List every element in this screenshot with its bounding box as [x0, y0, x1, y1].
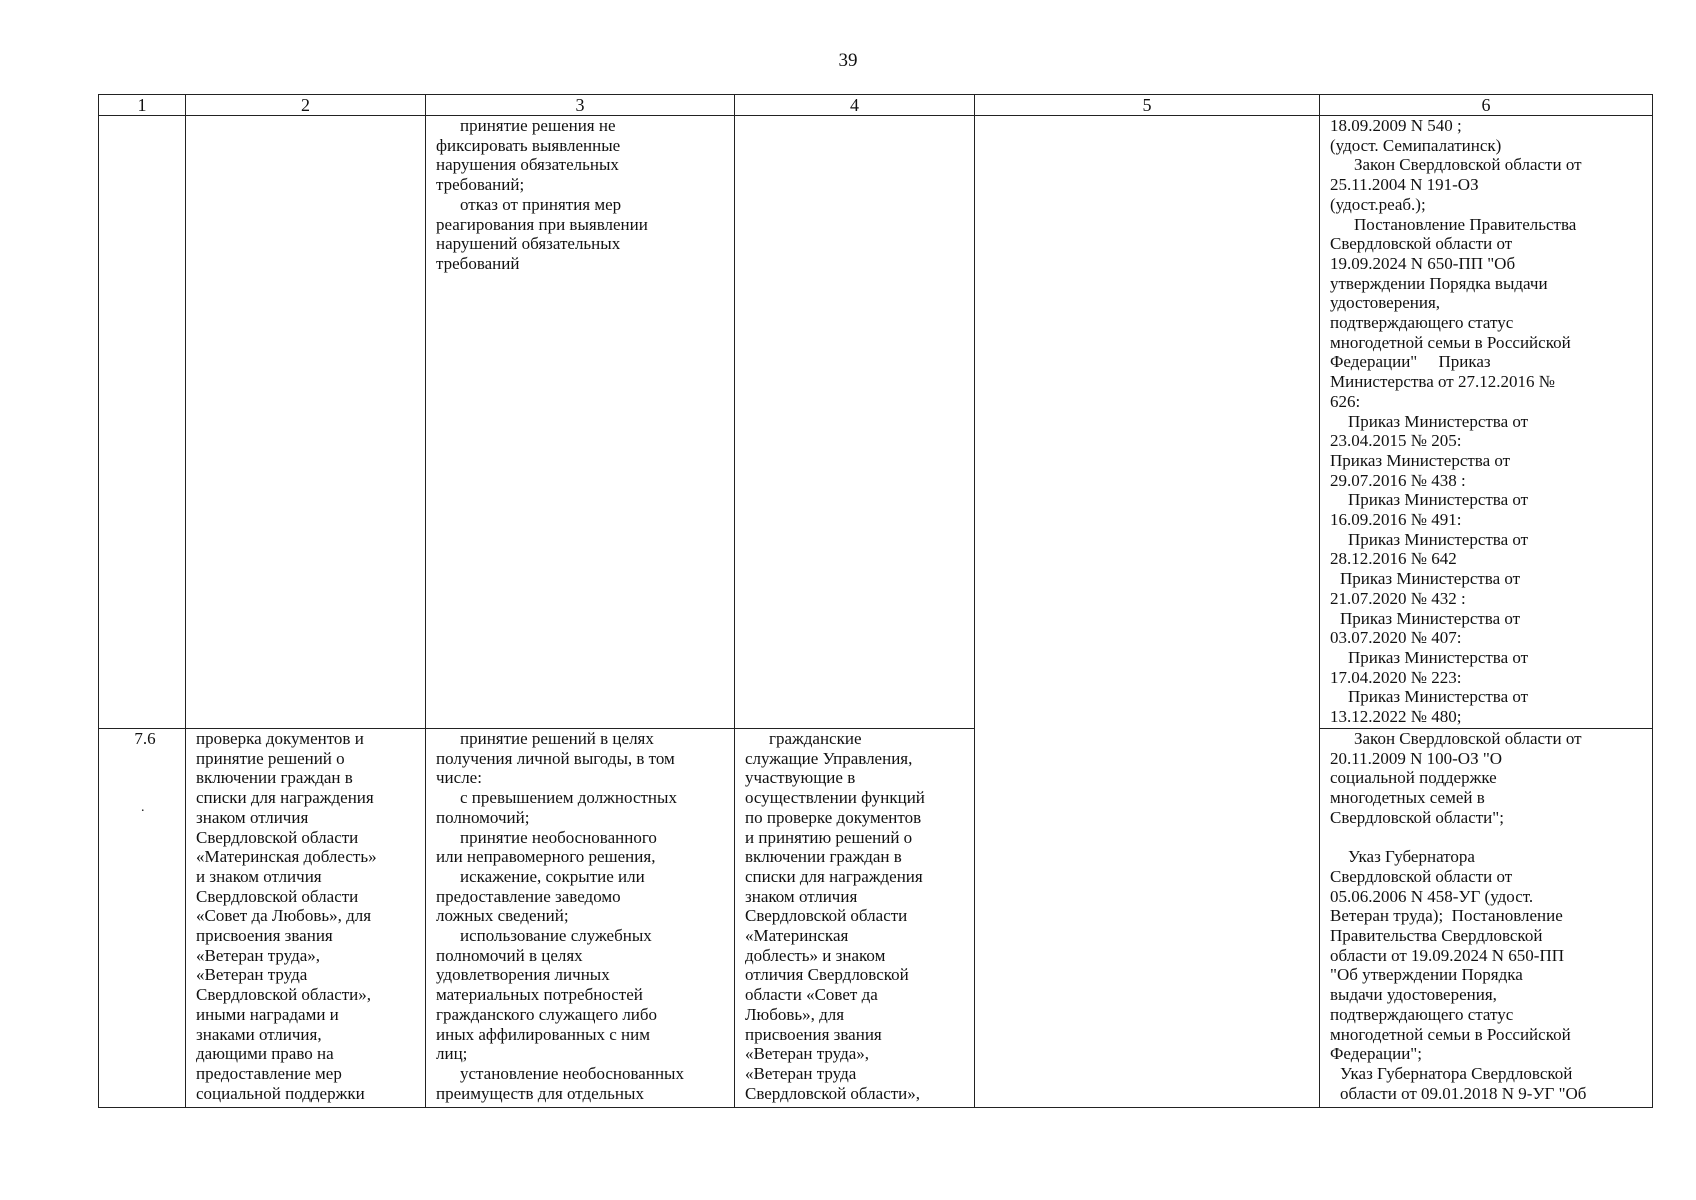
text-line: участвующие в: [745, 768, 856, 788]
text-line: «Материнская: [745, 926, 849, 946]
text-line: фиксировать выявленные: [436, 135, 621, 155]
row1-col5-cell: [975, 116, 1320, 1108]
text-line: использование служебных: [460, 926, 652, 946]
row1-col6-cell: [1320, 116, 1653, 729]
text-line: 19.09.2024 N 650-ПП "Об: [1330, 253, 1516, 273]
text-line: «Ветеран труда: [196, 965, 308, 985]
text-line: «Материнская доблесть»: [196, 847, 377, 867]
text-line: Приказ Министерства от: [1330, 450, 1511, 470]
text-line: 16.09.2016 № 491:: [1330, 510, 1462, 530]
margin-mark: .: [141, 800, 145, 815]
text-line: социальной поддержки: [196, 1083, 365, 1103]
text-line: 03.07.2020 № 407:: [1330, 628, 1462, 648]
text-line: Федерации";: [1330, 1044, 1422, 1064]
text-line: многодетных семей в: [1330, 788, 1485, 808]
text-line: подтверждающего статус: [1330, 313, 1514, 333]
text-line: гражданского служащего либо: [436, 1004, 658, 1024]
column-header-2: 2: [186, 95, 426, 116]
text-line: предоставление заведомо: [436, 886, 621, 906]
text-line: 17.04.2020 № 223:: [1330, 667, 1462, 687]
text-line: Приказ Министерства от: [1340, 608, 1521, 628]
text-line: отличия Свердловской: [745, 965, 909, 985]
text-line: 626:: [1330, 391, 1361, 411]
row2-col3-cell: [426, 729, 735, 1108]
text-line: проверка документов и: [196, 729, 364, 748]
blank-line: [1330, 828, 1648, 848]
text-line: Приказ Министерства от: [1348, 411, 1529, 431]
text-line: лиц;: [436, 1044, 468, 1064]
text-line: Указ Губернатора Свердловской: [1340, 1063, 1573, 1083]
text-line: Приказ Министерства от: [1340, 569, 1521, 589]
text-line: (удост. Семипалатинск): [1330, 135, 1502, 155]
text-line: Указ Губернатора: [1348, 847, 1475, 867]
row2-col2-cell: [186, 729, 426, 1108]
text-line: получения личной выгоды, в том: [436, 748, 675, 768]
text-line: Свердловской области: [745, 906, 908, 926]
text-line: преимуществ для отдельных: [436, 1083, 644, 1103]
text-line: удостоверения,: [1330, 293, 1441, 313]
text-line: требований;: [436, 175, 525, 195]
text-line: Свердловской области»,: [196, 985, 372, 1005]
text-line: Свердловской области от: [1330, 866, 1513, 886]
text-line: подтверждающего статус: [1330, 1004, 1514, 1024]
text-line: ложных сведений;: [436, 906, 569, 926]
text-line: списки для награждения: [745, 866, 923, 886]
text-line: нарушений обязательных: [436, 234, 621, 254]
text-line: «Ветеран труда: [745, 1063, 857, 1083]
text-line: области от 19.09.2024 N 650-ПП: [1330, 945, 1565, 965]
text-line: иных аффилированных с ним: [436, 1024, 650, 1044]
text-line: по проверке документов: [745, 807, 922, 827]
table-header-row: [99, 95, 1653, 116]
text-line: Приказ Министерства от: [1348, 647, 1529, 667]
column-header-3: 3: [426, 95, 735, 116]
column-header-1: 1: [99, 95, 186, 116]
page-number: 39: [838, 50, 858, 71]
column-header-4: 4: [735, 95, 975, 116]
text-line: доблесть» и знаком: [745, 945, 886, 965]
text-line: принятие решения не: [460, 116, 616, 135]
text-line: 29.07.2016 № 438 :: [1330, 470, 1466, 490]
text-line: 18.09.2009 N 540 ;: [1330, 116, 1462, 135]
text-line: и знаком отличия: [196, 866, 322, 886]
text-line: (удост.реаб.);: [1330, 194, 1426, 214]
text-line: выдачи удостоверения,: [1330, 985, 1497, 1005]
text-line: служащие Управления,: [745, 748, 913, 768]
row1-col4-cell: [735, 116, 975, 729]
text-line: Министерства от 27.12.2016 №: [1330, 372, 1555, 392]
text-line: принятие необоснованного: [460, 827, 657, 847]
text-line: области от 09.01.2018 N 9-УГ "Об: [1340, 1083, 1587, 1103]
text-line: 13.12.2022 № 480;: [1330, 707, 1462, 727]
text-line: знаками отличия,: [196, 1024, 322, 1044]
text-line: Приказ Министерства от: [1348, 529, 1529, 549]
text-line: утверждении Порядка выдачи: [1330, 273, 1548, 293]
text-line: «Ветеран труда»,: [745, 1044, 870, 1064]
text-line: присвоения звания: [196, 926, 333, 946]
text-line: принятие решений о: [196, 748, 345, 768]
text-line: полномочий;: [436, 807, 530, 827]
text-line: и принятию решений о: [745, 827, 913, 847]
text-line: Правительства Свердловской: [1330, 926, 1543, 946]
text-line: удовлетворения личных: [436, 965, 610, 985]
text-line: Любовь», для: [745, 1004, 845, 1024]
text-line: 23.04.2015 № 205:: [1330, 431, 1462, 451]
text-line: 28.12.2016 № 642: [1330, 549, 1457, 569]
text-line: «Ветеран труда»,: [196, 945, 321, 965]
text-line: области «Совет да: [745, 985, 878, 1005]
text-line: реагирования при выявлении: [436, 214, 648, 234]
text-line: Свердловской области: [196, 827, 359, 847]
text-line: 05.06.2006 N 458-УГ (удост.: [1330, 886, 1534, 906]
text-line: знаком отличия: [745, 886, 858, 906]
text-line: включении граждан в: [196, 768, 353, 788]
text-line: с превышением должностных: [460, 788, 677, 808]
text-line: Приказ Министерства от: [1348, 687, 1529, 707]
text-line: Свердловской области от: [1330, 234, 1513, 254]
column-header-6: 6: [1320, 95, 1653, 116]
text-line: Приказ Министерства от: [1348, 490, 1529, 510]
text-line: осуществлении функций: [745, 788, 925, 808]
text-line: полномочий в целях: [436, 945, 583, 965]
text-line: гражданские: [769, 729, 862, 748]
text-line: требований: [436, 253, 520, 273]
text-line: Постановление Правительства: [1354, 214, 1577, 234]
text-line: Свердловской области";: [1330, 807, 1504, 827]
text-line: Ветеран труда); Постановление: [1330, 906, 1563, 926]
text-line: нарушения обязательных: [436, 155, 619, 175]
column-header-5: 5: [975, 95, 1320, 116]
text-line: включении граждан в: [745, 847, 902, 867]
text-line: иными наградами и: [196, 1004, 339, 1024]
row2-col6-cell: [1320, 729, 1653, 1108]
text-line: социальной поддержке: [1330, 768, 1497, 788]
text-line: Федерации" Приказ: [1330, 352, 1491, 372]
row1-col1-cell: [99, 116, 186, 729]
text-line: искажение, сокрытие или: [460, 866, 645, 886]
text-line: Закон Свердловской области от: [1354, 729, 1582, 748]
text-line: материальных потребностей: [436, 985, 643, 1005]
text-line: или неправомерного решения,: [436, 847, 656, 867]
text-line: многодетной семьи в Российской: [1330, 1024, 1571, 1044]
text-line: "Об утверждении Порядка: [1330, 965, 1523, 985]
document-table: [98, 94, 1653, 1108]
text-line: многодетной семьи в Российской: [1330, 332, 1571, 352]
table-row: [99, 729, 1653, 1108]
text-line: 20.11.2009 N 100-ОЗ "О: [1330, 748, 1503, 768]
text-line: числе:: [436, 768, 482, 788]
text-line: присвоения звания: [745, 1024, 882, 1044]
text-line: дающими право на: [196, 1044, 334, 1064]
text-line: предоставление мер: [196, 1063, 342, 1083]
text-line: 25.11.2004 N 191-ОЗ: [1330, 175, 1479, 195]
text-line: «Совет да Любовь», для: [196, 906, 372, 926]
text-line: установление необоснованных: [460, 1063, 684, 1083]
text-line: отказ от принятия мер: [460, 194, 622, 214]
text-line: принятие решений в целях: [460, 729, 654, 748]
row2-col4-cell: [735, 729, 975, 1108]
row2-col1-cell: 7.6: [99, 729, 186, 1108]
text-line: знаком отличия: [196, 807, 309, 827]
text-line: Свердловской области»,: [745, 1083, 921, 1103]
text-line: Свердловской области: [196, 886, 359, 906]
text-line: Закон Свердловской области от: [1354, 155, 1582, 175]
row1-col2-cell: [186, 116, 426, 729]
text-line: списки для награждения: [196, 788, 374, 808]
text-line: 21.07.2020 № 432 :: [1330, 588, 1466, 608]
table-row: [99, 116, 1653, 729]
row1-col3-cell: [426, 116, 735, 729]
